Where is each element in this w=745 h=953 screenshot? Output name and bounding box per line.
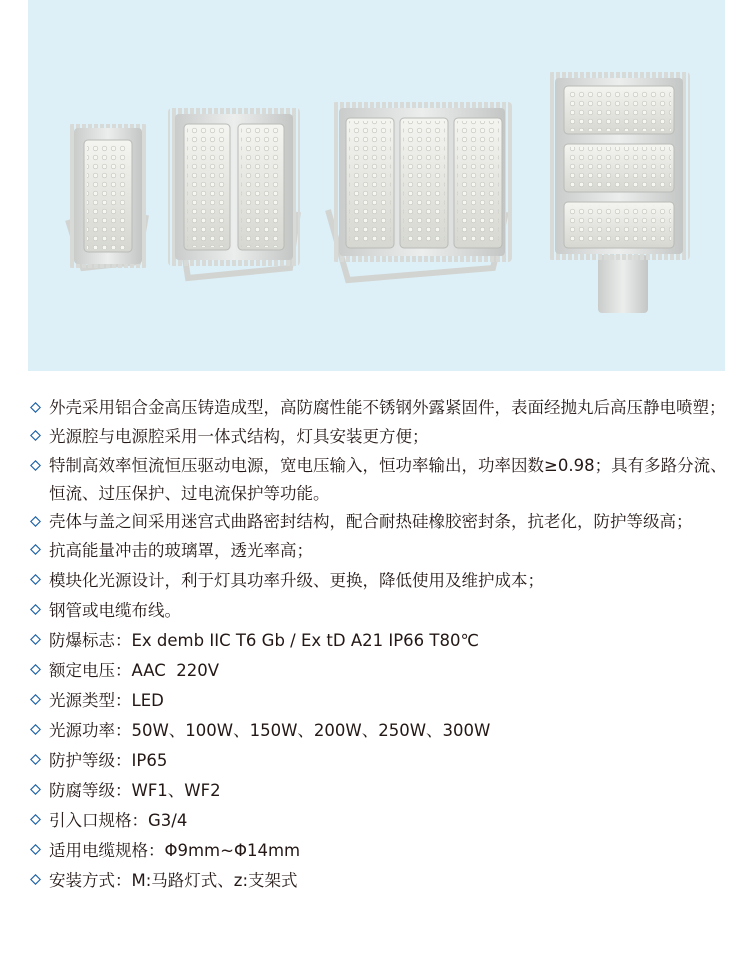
spec-label: 引入口规格： <box>49 811 148 830</box>
spec-anticorrosion-grade <box>30 776 730 806</box>
feature-item: 钢管或电缆布线。 <box>30 596 730 626</box>
spec-value: 50W、100W、150W、200W、250W、300W <box>131 721 491 740</box>
spec-value: IP65 <box>131 751 168 770</box>
diamond-bullet-icon <box>30 402 41 413</box>
spec-label: 额定电压： <box>49 661 132 680</box>
spec-value: G3/4 <box>148 811 188 830</box>
diamond-bullet-icon <box>30 430 41 441</box>
feature-item: 抗高能量冲击的玻璃罩，透光率高； <box>30 536 730 566</box>
feature-item: 模块化光源设计，利于灯具功率升级、更换，降低使用及维护成本； <box>30 566 730 596</box>
spec-protection-grade <box>30 746 730 776</box>
spec-label: 光源类型： <box>49 691 132 710</box>
floodlight-1-module <box>68 124 148 268</box>
spec-cable-size <box>30 836 730 866</box>
street-light-3-module <box>548 72 690 313</box>
spec-label: 防腐等级： <box>49 781 132 800</box>
spec-value: Ex demb IIC T6 Gb / Ex tD A21 IP66 T80℃ <box>131 631 480 650</box>
floodlight-2-module <box>168 108 300 278</box>
spec-value: LED <box>131 691 164 710</box>
product-photo-banner <box>28 0 725 371</box>
spec-label: 防护等级： <box>49 751 132 770</box>
diamond-bullet-icon <box>30 574 41 585</box>
diamond-bullet-icon <box>30 844 41 855</box>
diamond-bullet-icon <box>30 874 41 885</box>
feature-item: 特制高效率恒流恒压驱动电源，宽电压输入，恒功率输出，功率因数≥0.98；具有多路分流、恒流、过压保护、过电流保护等功能。 <box>30 452 730 508</box>
product-photo <box>28 0 725 371</box>
feature-and-spec-list <box>30 394 730 896</box>
spec-label: 光源功率： <box>49 721 132 740</box>
spec-value: Φ9mm~Φ14mm <box>164 841 301 860</box>
spec-rated-voltage <box>30 656 730 686</box>
floodlight-3-module <box>328 102 512 280</box>
diamond-bullet-icon <box>30 544 41 555</box>
spec-value: WF1、WF2 <box>131 781 221 800</box>
diamond-bullet-icon <box>30 604 41 615</box>
diamond-bullet-icon <box>30 516 41 527</box>
feature-item: 外壳采用铝合金高压铸造成型，高防腐性能不锈钢外露紧固件，表面经抛丸后高压静电喷塑； <box>30 394 730 422</box>
diamond-bullet-icon <box>30 784 41 795</box>
diamond-bullet-icon <box>30 754 41 765</box>
spec-label: 适用电缆规格： <box>49 841 165 860</box>
diamond-bullet-icon <box>30 724 41 735</box>
spec-light-source-type <box>30 686 730 716</box>
spec-value: M:马路灯式、z:支架式 <box>131 871 298 890</box>
spec-mounting-method <box>30 866 730 896</box>
feature-item: 光源腔与电源腔采用一体式结构，灯具安装更方便； <box>30 422 730 452</box>
spec-value: AAC 220V <box>131 661 220 680</box>
feature-item: 壳体与盖之间采用迷宫式曲路密封结构，配合耐热硅橡胶密封条，抗老化，防护等级高； <box>30 508 730 536</box>
spec-entry-thread <box>30 806 730 836</box>
spec-explosion-proof-mark <box>30 626 730 656</box>
diamond-bullet-icon <box>30 814 41 825</box>
diamond-bullet-icon <box>30 694 41 705</box>
diamond-bullet-icon <box>30 634 41 645</box>
diamond-bullet-icon <box>30 664 41 675</box>
spec-light-source-power <box>30 716 730 746</box>
diamond-bullet-icon <box>30 460 41 471</box>
spec-label: 防爆标志： <box>49 631 132 650</box>
spec-label: 安装方式： <box>49 871 132 890</box>
